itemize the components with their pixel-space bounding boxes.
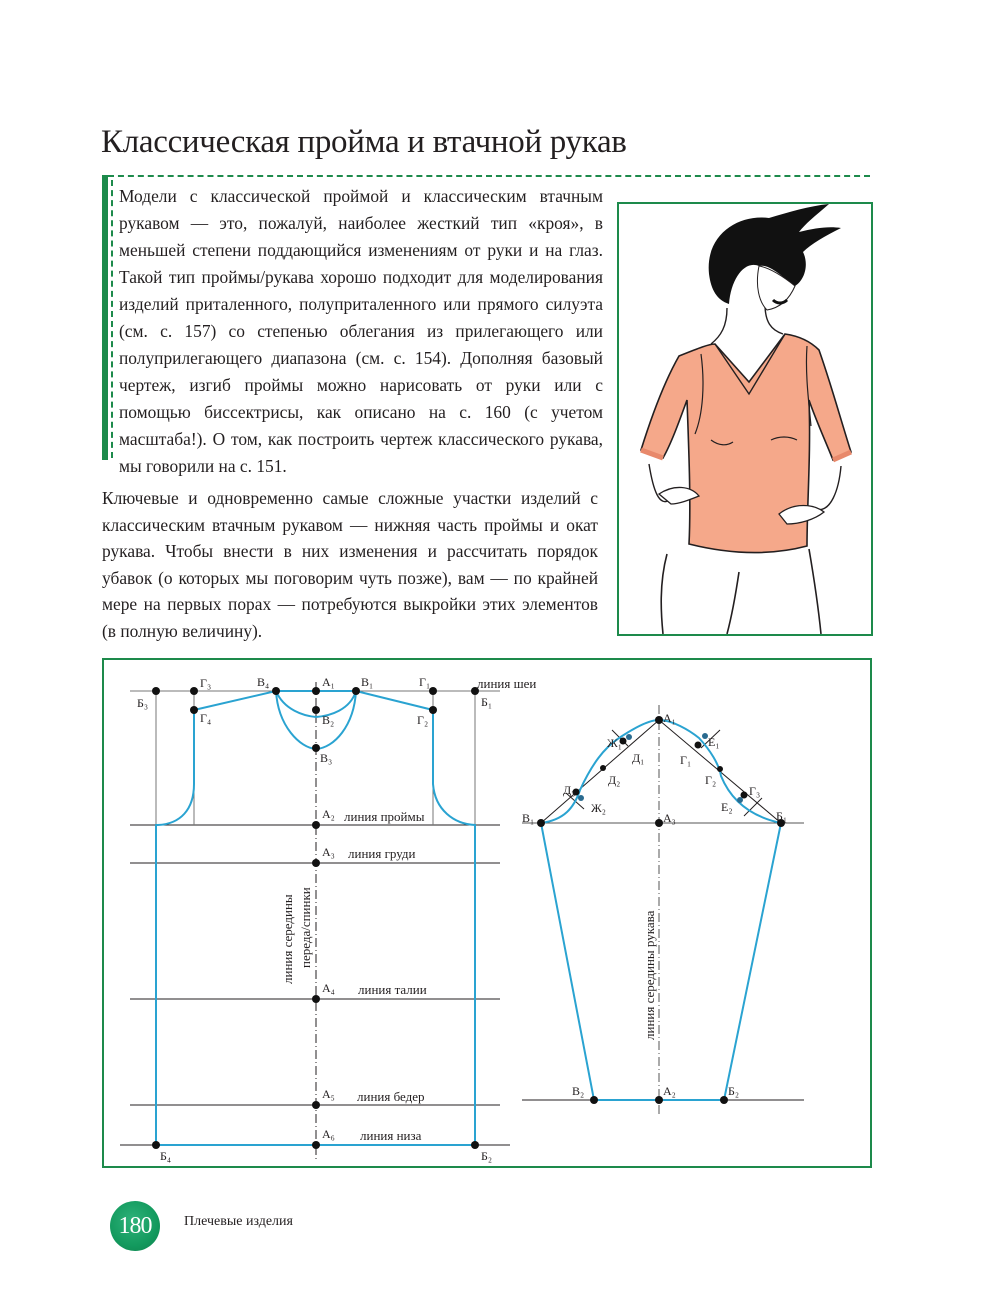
sidebar-accent-bar xyxy=(102,175,108,460)
label-armhole-line: линия проймы xyxy=(344,809,425,824)
dashed-rule-divider xyxy=(108,175,870,177)
label-B3: Б₃ xyxy=(137,696,149,710)
sidebar-dashed-bar xyxy=(111,180,113,458)
label-hip-line: линия бедер xyxy=(357,1089,425,1104)
label-sleeve-D3: Д₃ xyxy=(563,783,576,797)
label-center-line-1: линия середины xyxy=(280,894,295,984)
bodice-pattern xyxy=(120,675,536,1163)
label-waist-line: линия талии xyxy=(358,982,427,997)
label-G3: Г₃ xyxy=(200,676,212,690)
label-bust-line: линия груди xyxy=(348,846,416,861)
label-sleeve-G2: Г₂ xyxy=(705,773,717,787)
label-B2: Б₂ xyxy=(481,1149,493,1163)
label-sleeve-V1: В₁ xyxy=(522,811,535,825)
page-number-badge: 180 xyxy=(110,1201,160,1251)
sleeve-pattern xyxy=(522,705,804,1115)
label-neck-line: линия шеи xyxy=(477,676,537,691)
label-sleeve-E1: Е₁ xyxy=(708,735,720,749)
section-name: Плечевые изделия xyxy=(184,1214,293,1229)
label-G4: Г₄ xyxy=(200,711,212,725)
label-A6: А₆ xyxy=(322,1127,335,1141)
label-sleeve-V2: В₂ xyxy=(572,1084,585,1098)
label-sleeve-A3: А₃ xyxy=(663,811,676,825)
label-sleeve-A1: А₁ xyxy=(663,711,676,725)
label-sleeve-B2: Б₂ xyxy=(728,1084,740,1098)
label-center-line-2: переда/спинки xyxy=(298,887,313,968)
label-sleeve-center-line: линия середины рукава xyxy=(642,910,657,1040)
label-B4: Б₄ xyxy=(160,1149,172,1163)
label-sleeve-D2: Д₂ xyxy=(608,773,621,787)
label-sleeve-B1: Б₁ xyxy=(776,809,788,823)
label-V4: В₄ xyxy=(257,675,270,689)
body-paragraph: Ключевые и одновременно самые сложные участки изделий с классическим втачным рукавом — нижняя часть проймы и окат рукава. Чтобы внести в них изменения и рассчитать порядок убавок (о которых мы поговорим чуть позже), вам — по крайней мере на первых порах — потребуются выкройки этих элементов (в полную величину). xyxy=(102,488,598,641)
label-A5: А₅ xyxy=(322,1087,335,1101)
label-sleeve-E2: Е₂ xyxy=(721,800,733,814)
label-A1: А₁ xyxy=(322,675,335,689)
label-hem-line: линия низа xyxy=(360,1128,422,1143)
label-B1: Б₁ xyxy=(481,695,493,709)
label-sleeve-D1: Д₁ xyxy=(632,751,645,765)
fashion-illustration xyxy=(617,202,873,636)
page-title: Классическая пройма и втачной рукав xyxy=(101,124,627,160)
label-A3: А₃ xyxy=(322,845,335,859)
label-A2: А₂ xyxy=(322,807,335,821)
pattern-diagram xyxy=(102,658,872,1168)
label-sleeve-G1: Г₁ xyxy=(680,753,692,767)
label-V1: В₁ xyxy=(361,675,374,689)
label-G2: Г₂ xyxy=(417,713,429,727)
label-sleeve-G3: Г₃ xyxy=(749,784,761,798)
label-sleeve-Zh2: Ж₂ xyxy=(591,801,606,815)
label-V3: В₃ xyxy=(320,751,333,765)
woman-figure-icon xyxy=(619,204,871,634)
label-A4: А₄ xyxy=(322,981,335,995)
label-V2: В₂ xyxy=(322,713,335,727)
label-G1: Г₁ xyxy=(419,675,431,689)
label-sleeve-A2: А₂ xyxy=(663,1084,676,1098)
label-sleeve-Zh1: Ж₁ xyxy=(607,736,622,750)
intro-paragraph: Модели с классической проймой и классическим втачным рукавом — это, пожалуй, наиболее жесткий тип «кроя», в меньшей степени поддающийся изменениям от руки и на глаз. Такой тип проймы/рукава хорошо подходит для моделирования изделий приталенного, полуприталенного или прямого силуэта (см. с. 157) со степенью облегания из прилегающего или полуприлегающего диапазона (см. с. 154). Дополняя базовый чертеж, изгиб проймы можно нарисовать от руки или с помощью биссектрисы, как описано на с. 160 (с учетом масштаба!). О том, как построить чертеж классического рукава, мы говорили на с. 151. xyxy=(119,186,603,476)
